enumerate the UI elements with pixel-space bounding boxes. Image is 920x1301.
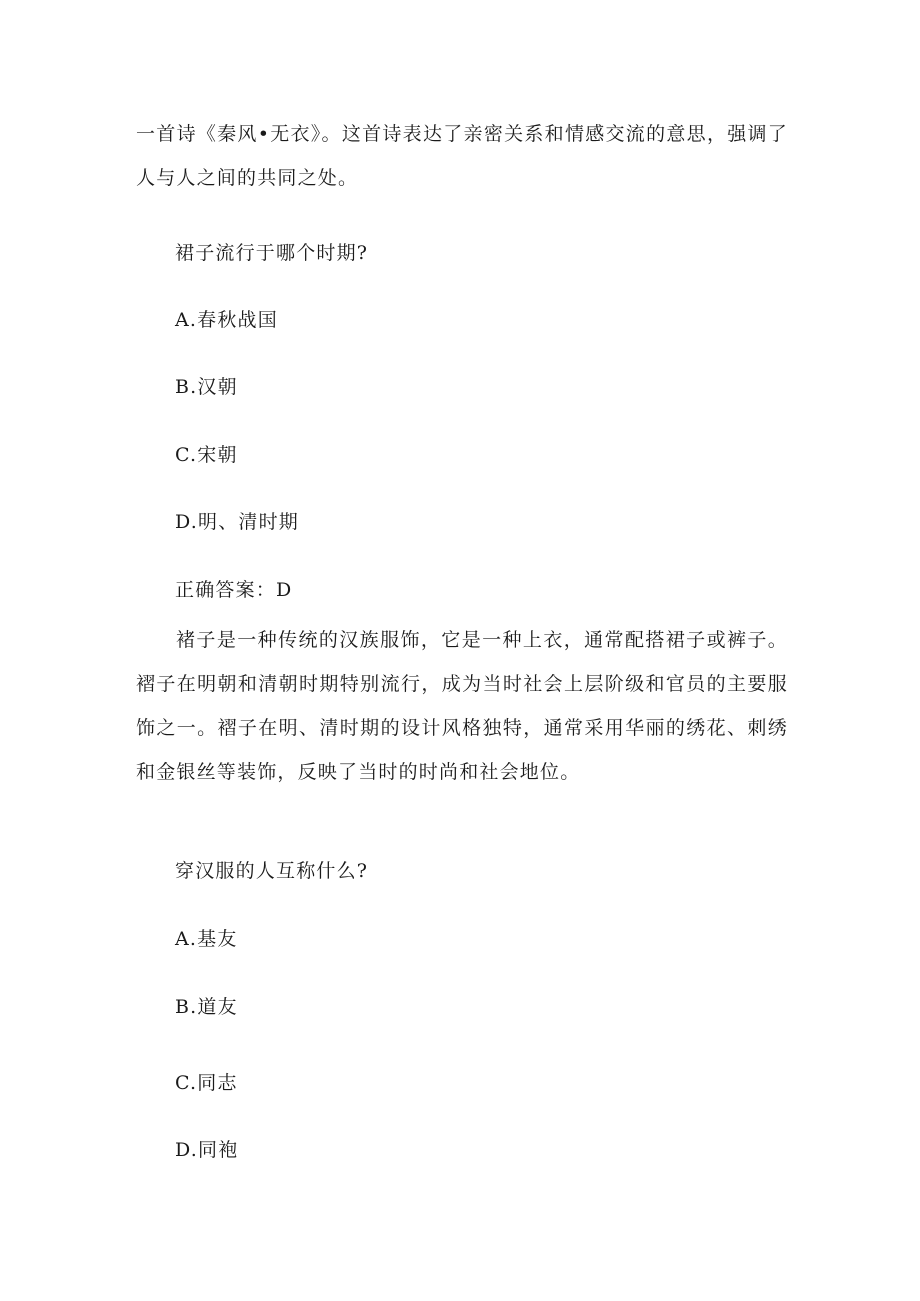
question-2-prompt: 穿汉服的人互称什么? <box>175 860 369 882</box>
question-1-option-d: D.明、清时期 <box>175 511 299 533</box>
question-1-option-b: B.汉朝 <box>175 376 238 398</box>
question-1-answer: 正确答案：D <box>175 579 293 601</box>
question-1-prompt: 裙子流行于哪个时期? <box>175 242 369 264</box>
question-2-option-d: D.同袍 <box>175 1139 239 1161</box>
question-1-explanation: 褚子是一种传统的汉族服饰，它是一种上衣，通常配搭裙子或裤子。褶子在明朝和清朝时期特别流行，成为当时社会上层阶级和官员的主要服饰之一。褶子在明、清时期的设计风格独特，通常采用华丽的绣花、刺绣和金银丝等装饰，反映了当时的时尚和社会地位。 <box>136 629 788 783</box>
question-2-option-a: A.基友 <box>175 928 238 950</box>
question-1-option-a: A.春秋战国 <box>175 309 278 331</box>
question-2-option-b: B.道友 <box>175 996 238 1018</box>
question-1-option-c: C.宋朝 <box>175 444 238 466</box>
question-2-option-c: C.同志 <box>175 1072 238 1094</box>
intro-paragraph: 一首诗《秦风•无衣》。这首诗表达了亲密关系和情感交流的意思，强调了人与人之间的共同之处。 <box>136 123 788 189</box>
